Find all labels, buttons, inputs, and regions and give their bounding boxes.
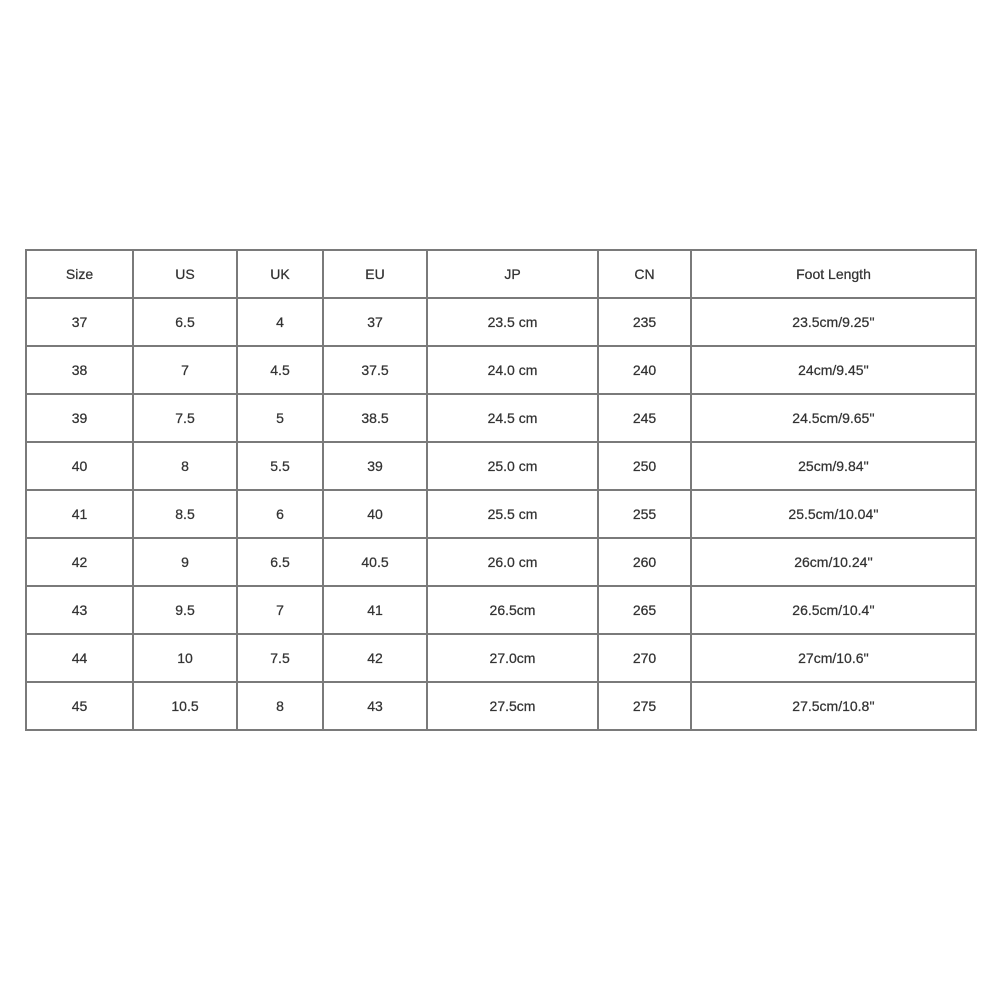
table-cell-us: 9.5 xyxy=(133,586,237,634)
table-cell-eu: 40 xyxy=(323,490,427,538)
table-row xyxy=(26,394,976,442)
table-cell-foot-length: 25.5cm/10.04'' xyxy=(691,490,976,538)
table-cell-eu: 38.5 xyxy=(323,394,427,442)
table-cell-jp: 25.5 cm xyxy=(427,490,598,538)
table-cell-uk: 5 xyxy=(237,394,323,442)
table-cell-jp: 27.0cm xyxy=(427,634,598,682)
header-row xyxy=(26,250,976,298)
table-cell-jp: 26.5cm xyxy=(427,586,598,634)
column-header-eu: EU xyxy=(323,250,427,298)
table-cell-us: 9 xyxy=(133,538,237,586)
table-cell-size: 39 xyxy=(26,394,133,442)
table-row xyxy=(26,490,976,538)
table-cell-cn: 240 xyxy=(598,346,691,394)
table-row xyxy=(26,586,976,634)
table-cell-eu: 42 xyxy=(323,634,427,682)
table-cell-uk: 6.5 xyxy=(237,538,323,586)
table-cell-size: 43 xyxy=(26,586,133,634)
table-cell-eu: 37.5 xyxy=(323,346,427,394)
table-cell-eu: 41 xyxy=(323,586,427,634)
table-cell-foot-length: 27cm/10.6'' xyxy=(691,634,976,682)
table-cell-cn: 255 xyxy=(598,490,691,538)
table-cell-size: 42 xyxy=(26,538,133,586)
column-header-us: US xyxy=(133,250,237,298)
table-cell-us: 8 xyxy=(133,442,237,490)
table-cell-cn: 275 xyxy=(598,682,691,730)
table-body xyxy=(26,298,976,730)
table-cell-size: 38 xyxy=(26,346,133,394)
table-cell-uk: 7 xyxy=(237,586,323,634)
table-row xyxy=(26,634,976,682)
table-cell-jp: 24.0 cm xyxy=(427,346,598,394)
table-cell-uk: 6 xyxy=(237,490,323,538)
table-row xyxy=(26,538,976,586)
table-cell-foot-length: 26cm/10.24'' xyxy=(691,538,976,586)
table-cell-uk: 8 xyxy=(237,682,323,730)
table-cell-size: 41 xyxy=(26,490,133,538)
size-chart-table xyxy=(25,249,977,731)
table-cell-us: 10.5 xyxy=(133,682,237,730)
table-cell-size: 37 xyxy=(26,298,133,346)
table-cell-us: 10 xyxy=(133,634,237,682)
table-cell-uk: 4.5 xyxy=(237,346,323,394)
table-cell-jp: 26.0 cm xyxy=(427,538,598,586)
table-cell-foot-length: 24.5cm/9.65'' xyxy=(691,394,976,442)
column-header-cn: CN xyxy=(598,250,691,298)
column-header-uk: UK xyxy=(237,250,323,298)
table-cell-us: 7 xyxy=(133,346,237,394)
table-cell-jp: 24.5 cm xyxy=(427,394,598,442)
table-row xyxy=(26,682,976,730)
table-cell-jp: 27.5cm xyxy=(427,682,598,730)
table-cell-size: 44 xyxy=(26,634,133,682)
table-cell-uk: 4 xyxy=(237,298,323,346)
table-cell-us: 7.5 xyxy=(133,394,237,442)
table-cell-cn: 235 xyxy=(598,298,691,346)
table-row xyxy=(26,298,976,346)
table-cell-jp: 25.0 cm xyxy=(427,442,598,490)
table-cell-uk: 5.5 xyxy=(237,442,323,490)
table-cell-foot-length: 24cm/9.45'' xyxy=(691,346,976,394)
column-header-foot-length: Foot Length xyxy=(691,250,976,298)
table-cell-jp: 23.5 cm xyxy=(427,298,598,346)
table-cell-foot-length: 23.5cm/9.25'' xyxy=(691,298,976,346)
table-cell-foot-length: 27.5cm/10.8'' xyxy=(691,682,976,730)
table-cell-us: 6.5 xyxy=(133,298,237,346)
table-cell-eu: 39 xyxy=(323,442,427,490)
table-cell-foot-length: 25cm/9.84'' xyxy=(691,442,976,490)
table-row xyxy=(26,442,976,490)
table-cell-cn: 270 xyxy=(598,634,691,682)
table-cell-foot-length: 26.5cm/10.4'' xyxy=(691,586,976,634)
table-header xyxy=(26,250,976,298)
table-cell-eu: 43 xyxy=(323,682,427,730)
table-cell-us: 8.5 xyxy=(133,490,237,538)
column-header-size: Size xyxy=(26,250,133,298)
table-cell-cn: 245 xyxy=(598,394,691,442)
table-cell-eu: 37 xyxy=(323,298,427,346)
table-cell-uk: 7.5 xyxy=(237,634,323,682)
table-cell-cn: 250 xyxy=(598,442,691,490)
table-cell-size: 45 xyxy=(26,682,133,730)
table-cell-eu: 40.5 xyxy=(323,538,427,586)
table-row xyxy=(26,346,976,394)
column-header-jp: JP xyxy=(427,250,598,298)
table-cell-size: 40 xyxy=(26,442,133,490)
table-cell-cn: 265 xyxy=(598,586,691,634)
table-cell-cn: 260 xyxy=(598,538,691,586)
